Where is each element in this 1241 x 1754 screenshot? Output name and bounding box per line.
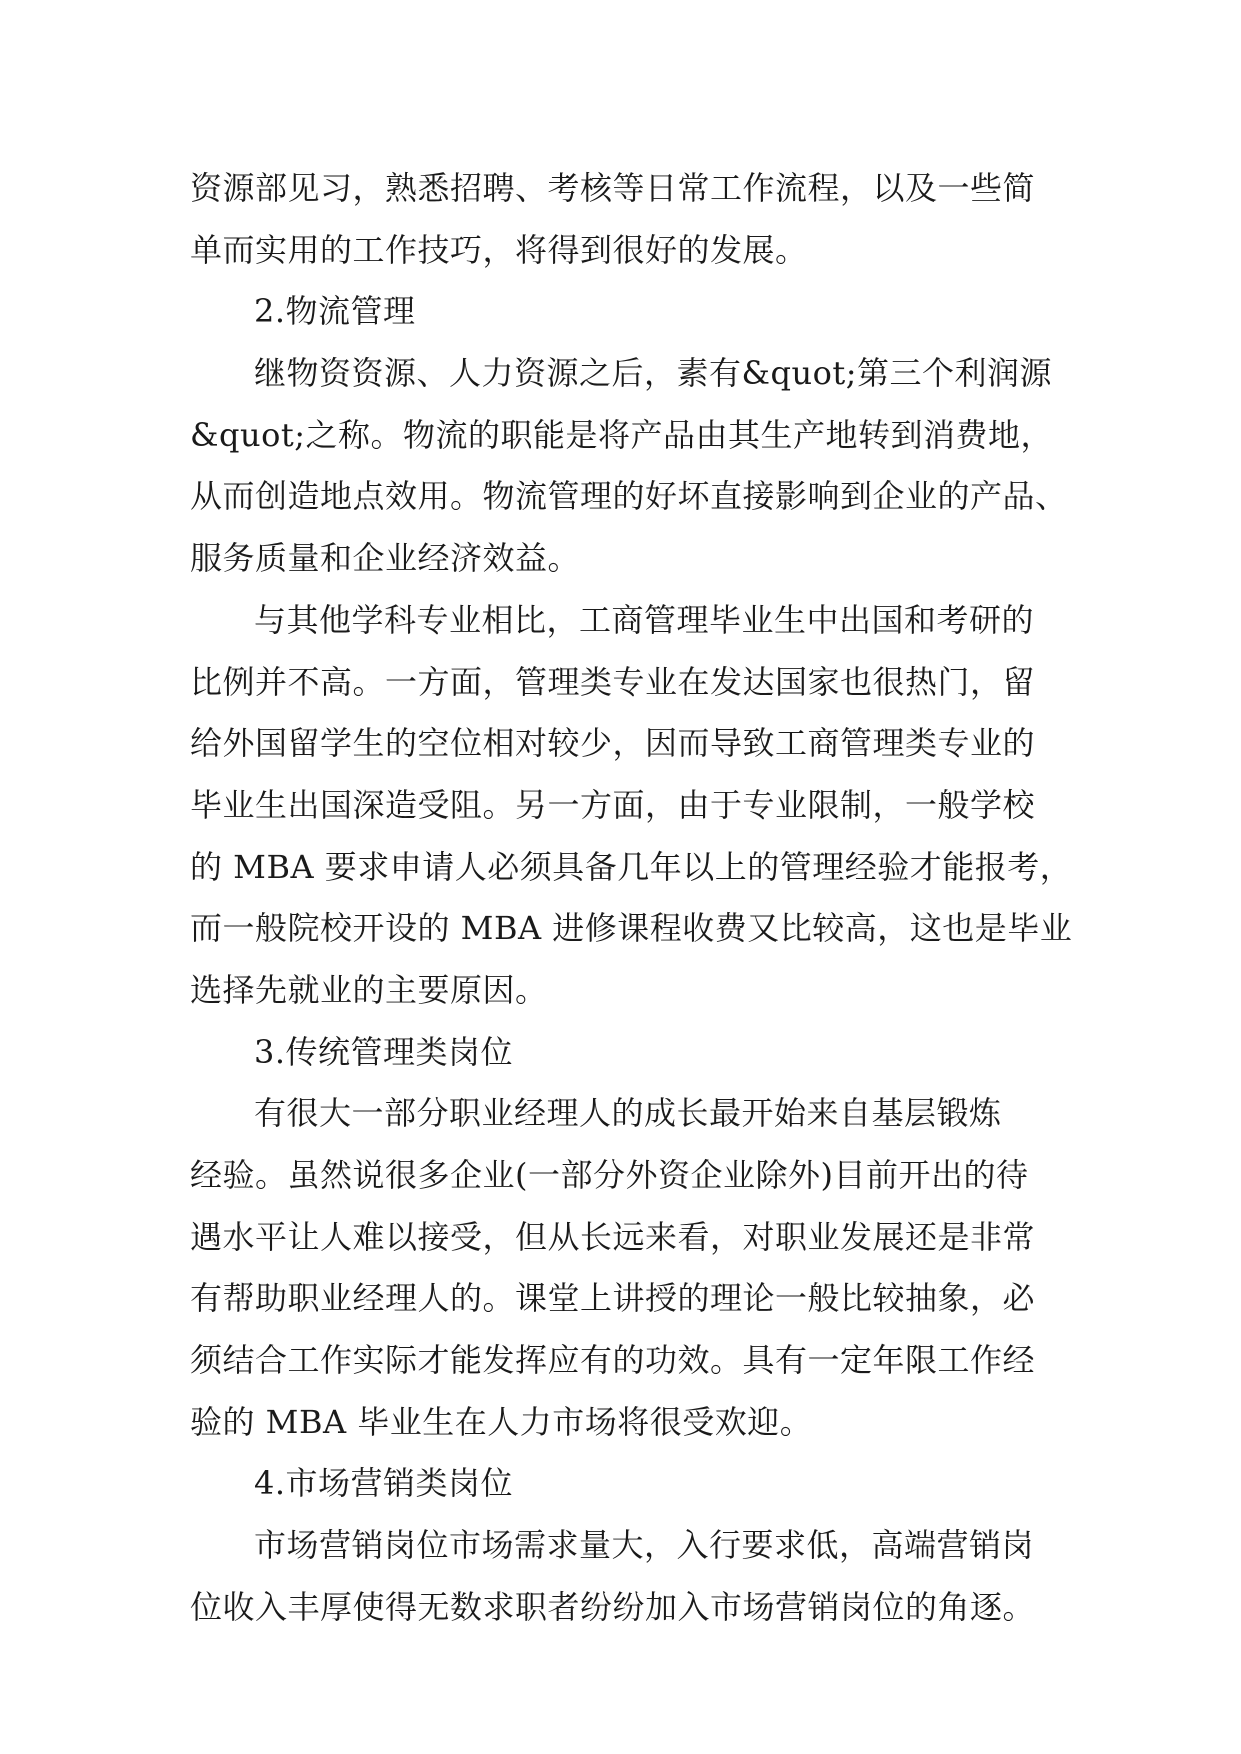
text-line: 的 MBA 要求申请人必须具备几年以上的管理经验才能报考， [190, 847, 1073, 886]
text-line: 选择先就业的主要原因。 [190, 970, 548, 1009]
text-line: 经验。虽然说很多企业(一部分外资企业除外)目前开出的待 [190, 1156, 1029, 1194]
text-line: 有帮助职业经理人的。课堂上讲授的理论一般比较抽象，必 [190, 1279, 1036, 1318]
text-line: 从而创造地点效用。物流管理的好坏直接影响到企业的产品、 [190, 477, 1068, 516]
text-line: 验的 MBA 毕业生在人力市场将很受欢迎。 [190, 1402, 813, 1441]
text-line: 而一般院校开设的 MBA 进修课程收费又比较高，这也是毕业 [190, 909, 1073, 948]
text-line: 资源部见习，熟悉招聘、考核等日常工作流程，以及一些简 [190, 169, 1036, 207]
text-line: 须结合工作实际才能发挥应有的功效。具有一定年限工作经 [190, 1341, 1036, 1380]
text-line: &quot;之称。物流的职能是将产品由其生产地转到消费地， [190, 415, 1053, 454]
text-line: 服务质量和企业经济效益。 [190, 539, 581, 578]
text-line: 位收入丰厚使得无数求职者纷纷加入市场营销岗位的角逐。 [190, 1587, 1036, 1626]
section-heading-traditional-management: 3.传统管理类岗位 [254, 1032, 514, 1071]
text-line: 毕业生出国深造受阻。另一方面，由于专业限制，一般学校 [190, 785, 1036, 824]
section-heading-marketing: 4.市场营销类岗位 [254, 1464, 514, 1503]
section-heading-logistics: 2.物流管理 [254, 292, 416, 331]
text-line: 市场营销岗位市场需求量大，入行要求低，高端营销岗 [254, 1526, 1035, 1565]
text-line: 给外国留学生的空位相对较少，因而导致工商管理类专业的 [190, 724, 1036, 763]
text-line: 比例并不高。一方面，管理类专业在发达国家也很热门，留 [190, 662, 1036, 701]
body-text [190, 158, 1073, 1639]
text-line: 遇水平让人难以接受，但从长远来看，对职业发展还是非常 [190, 1217, 1036, 1256]
text-line: 继物资资源、人力资源之后，素有&quot;第三个利润源 [254, 354, 1052, 393]
text-line: 有很大一部分职业经理人的成长最开始来自基层锻炼 [254, 1094, 1002, 1133]
text-line: 与其他学科专业相比，工商管理毕业生中出国和考研的 [254, 600, 1035, 639]
text-line: 单而实用的工作技巧，将得到很好的发展。 [190, 230, 808, 269]
